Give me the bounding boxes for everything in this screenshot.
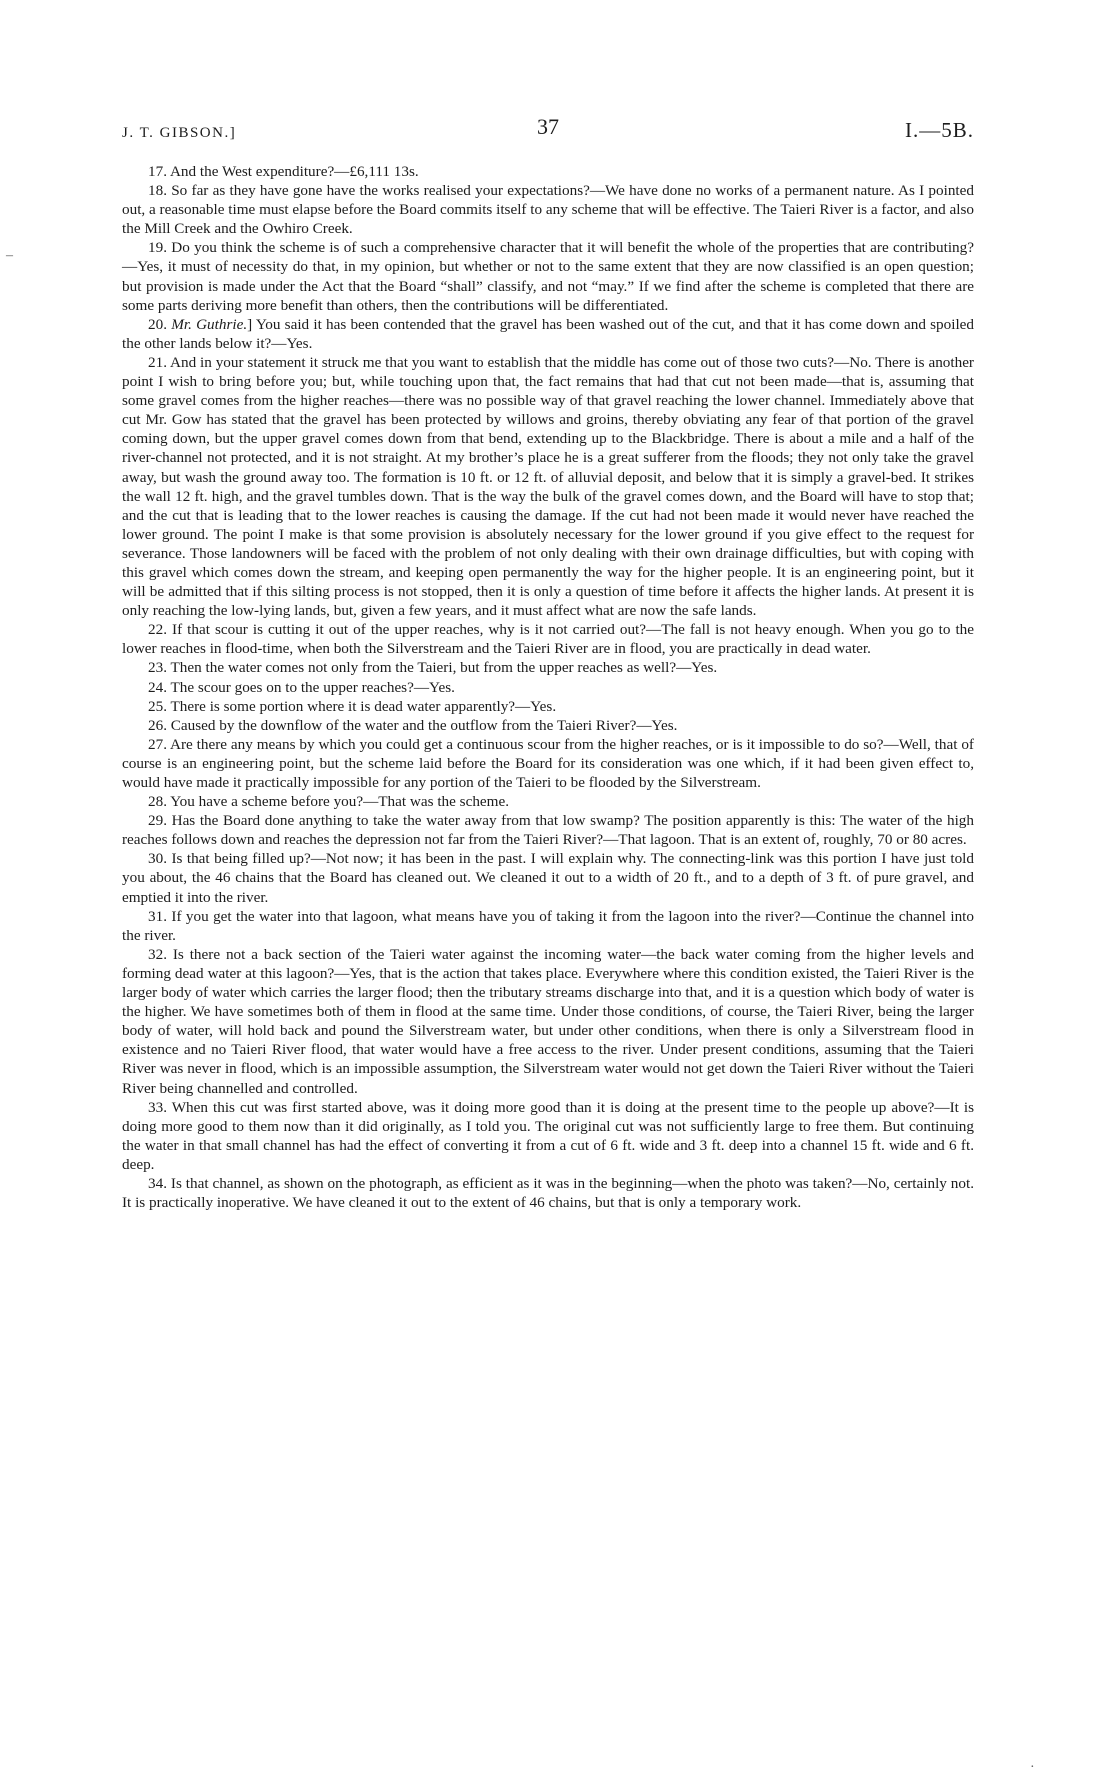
paragraph-30: 30. Is that being filled up?—Not now; it has been in the past. I will explain why. The connecting-link was this portion I have just told you about, the 46 chains that the Board has cleaned out. We cleaned it out to a width of 20 ft., and to a depth of 3 ft. of pure gravel, and emptied it into the river. bbox=[122, 850, 974, 906]
paragraph-32: 32. Is there not a back section of the Taieri water against the incoming water—the back water coming from the higher levels and forming dead water at this lagoon?—Yes, that is the action that takes place. Everywhere where this condition existed, the Taieri River is the larger body of water which carries the larger flood; then the tributary streams discharge into that, and it is a question which body of water is the higher. We have sometimes both of them in flood at the same time. Under those conditions, of course, the Taieri River, being the larger body of water, will hold back and pound the Silverstream water, but under other conditions, when there is only a Silverstream flood in existence and no Taieri River flood, that water would have a free access to the river. Under present conditions, assuming that the Taieri River was never in flood, which is an impossible assumption, the Silverstream water would not get down the Taieri River without the Taieri River being channelled and controlled. bbox=[122, 945, 974, 1097]
paragraph-33: 33. When this cut was first started above, was it doing more good than it is doing at the present time to the people up above?—It is doing more good to them now than it did originally, as I told you. The original cut was not sufficiently large to free them. But continuing the water in that small channel has had the effect of converting it from a cut of 6 ft. wide and 3 ft. deep into a channel 15 ft. wide and 6 ft. deep. bbox=[122, 1098, 974, 1173]
paper-reference: I.—5B. bbox=[905, 118, 974, 142]
paragraph-23: 23. Then the water comes not only from the Taieri, but from the upper reaches as well?—Yes. bbox=[148, 659, 718, 677]
paragraph-18: 18. So far as they have gone have the works realised your expectations?—We have done no works of a permanent nature. As I pointed out, a reasonable time must elapse before the Board commits itself to any scheme that will be effective. The Taieri River is a factor, and also the Mill Creek and the Owhiro Creek. bbox=[122, 182, 974, 238]
paragraph-27: 27. Are there any means by which you could get a continuous scour from the higher reaches, or is it impossible to do so?—Well, that of course is an engineering point, but the scheme laid before the Board for its consideration was one which, if it had been given effect to, would have made it practically impossible for any portion of the Taieri to be flooded by the Silverstream. bbox=[122, 735, 974, 791]
paragraph-34: 34. Is that channel, as shown on the photograph, as efficient as it was in the beginning—when the photo was taken?—No, certainly not. It is practically inoperative. We have cleaned it out to the extent of 46 chains, but that is only a temporary work. bbox=[122, 1174, 974, 1212]
paragraph-31: 31. If you get the water into that lagoon, what means have you of taking it from the lagoon into the river?—Continue the channel into the river. bbox=[122, 907, 974, 944]
page-number: 37 bbox=[537, 114, 559, 139]
page-header bbox=[122, 114, 974, 154]
document-page bbox=[122, 114, 975, 1212]
paragraph-21: 21. And in your statement it struck me that you want to establish that the middle has come out of those two cuts?—No. There is another point I wish to bring before you; but, while touching upon that, the fact remains that had that cut not been made—that is, assuming that some gravel comes from the higher reaches—there was no possible way of that gravel reaching the lower channel. Immediately above that cut Mr. Gow has stated that the gravel has been protected by willows and groins, thereby obviating any fear of that portion of the gravel coming down, but the upper gravel comes down from that bend, extending up to the Blackbridge. There is about a mile and a half of the river-channel not protected, and it is not straight. At my brother’s place he is a great sufferer from the floods; they not only take the gravel away, but wash the ground away too. The formation is 10 ft. or 12 ft. of alluvial deposit, and below that it is simply a gravel-bed. It strikes the wall 12 ft. high, and the gravel tumbles down. That is the way the bulk of the gravel comes down, and the Board will have to stop that; and the cut that is leading that to the lower reaches is causing the damage. If the cut had not been made it would never have reached the lower ground. The point I make is that some provision is absolutely necessary for the lower ground if you give effect to the request for severance. Those landowners will be faced with the problem of not only dealing with their own drainage difficulties, but with coping with this gravel which comes down the stream, and keeping open permanently the way for the higher people. It is an engineering point, but it will be admitted that if this silting process is not stopped, then it is only a question of time before it affects the higher lands. At present it is only reaching the low-lying lands, but, given a few years, and it must affect what are now the safe lands. bbox=[122, 353, 974, 620]
paragraph-28: 28. You have a scheme before you?—That was the scheme. bbox=[148, 793, 510, 811]
paragraph-19: 19. Do you think the scheme is of such a comprehensive character that it will benefit the whole of the properties that are contributing?—Yes, it must of necessity do that, in my opinion, but whether or not to the same extent that they are now classified is an open question; but provision is made under the Act that the Board “shall” classify, and not “may.” If we find after the scheme is completed that there are some parts deriving more benefit than others, then the contributions will be differentiated. bbox=[122, 239, 974, 314]
paragraph-22: 22. If that scour is cutting it out of the upper reaches, why is it not carried out?—The fall is not heavy enough. When you go to the lower reaches in flood-time, when both the Silverstream and the Taieri River are in flood, you are practically in dead water. bbox=[122, 621, 974, 658]
margin-dot-mark: · bbox=[1030, 1760, 1035, 1775]
paragraph-25: 25. There is some portion where it is dead water apparently?—Yes. bbox=[148, 697, 557, 715]
paragraph-24: 24. The scour goes on to the upper reaches?—Yes. bbox=[148, 678, 455, 696]
paragraph-26: 26. Caused by the downflow of the water and the outflow from the Taieri River?—Yes. bbox=[148, 716, 678, 734]
document-body bbox=[122, 162, 974, 1212]
witness-name: J. T. GIBSON.] bbox=[122, 125, 237, 141]
margin-dash-mark: – bbox=[6, 248, 13, 263]
speaker-name: Mr. Guthrie. bbox=[171, 315, 248, 333]
paragraph-20: 20. Mr. Guthrie.] You said it has been contended that the gravel has been washed out of the cut, and that it has come down and spoiled the other lands below it?—Yes. bbox=[122, 315, 975, 352]
paragraph-17: 17. And the West expenditure?—£6,111 13s. bbox=[148, 163, 419, 180]
paragraph-29: 29. Has the Board done anything to take the water away from that low swamp? The position apparently is this: The water of the high reaches follows down and reaches the depression not far from the Taieri River?—That lagoon. That is an extent of, roughly, 70 or 80 acres. bbox=[122, 812, 974, 849]
